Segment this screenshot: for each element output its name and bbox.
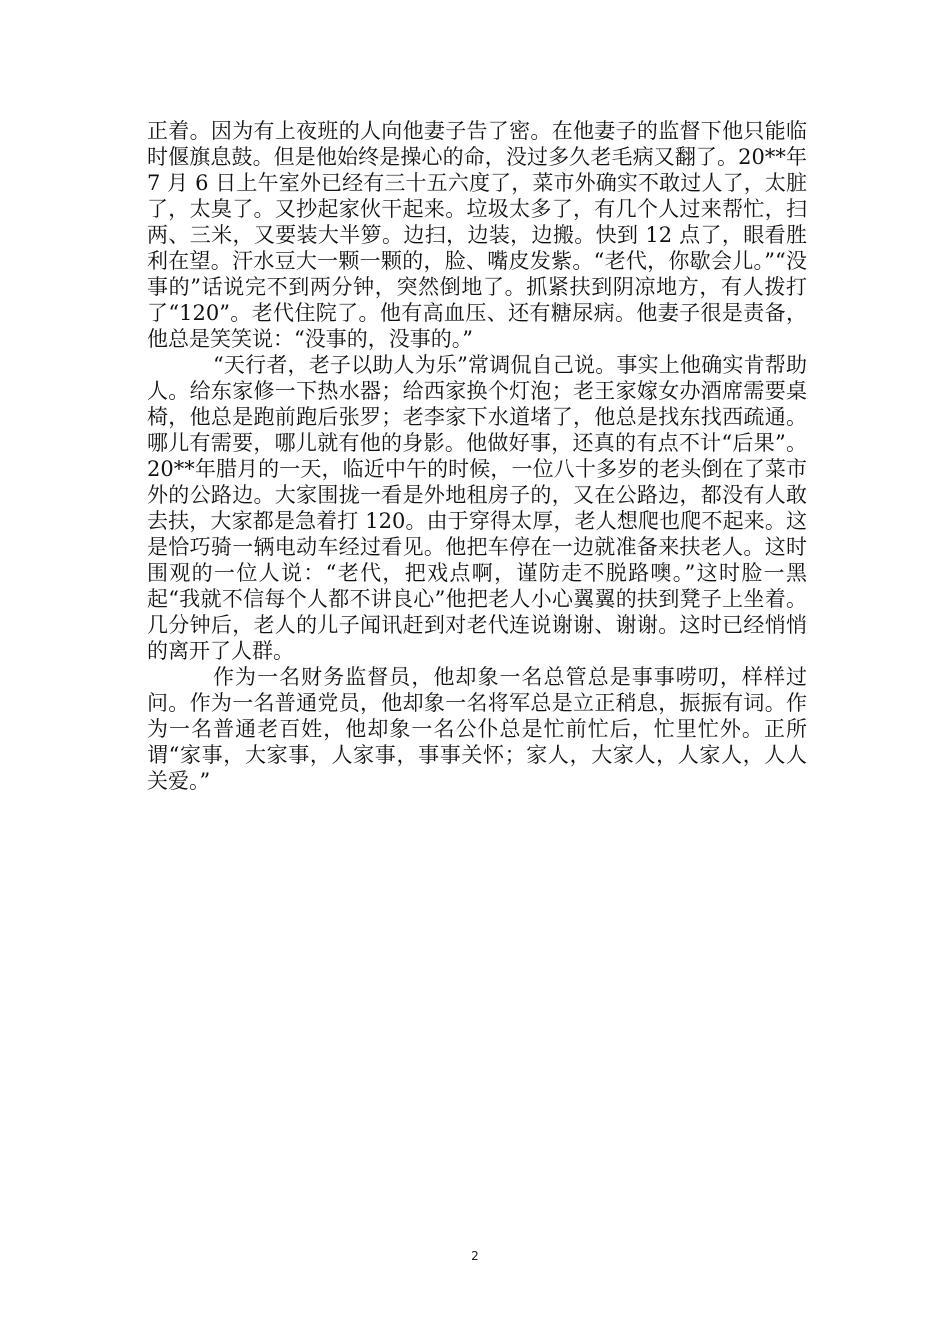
document-body xyxy=(147,118,807,794)
page-number: 2 xyxy=(471,1249,479,1263)
paragraph-1: 正着。因为有上夜班的人向他妻子告了密。在他妻子的监督下他只能临时偃旗息鼓。但是他始终是操心的命，没过多久老毛病又翻了。20**年 7 月 6 日上午室外已经有三十五六度了，菜市外确实不敢过人了，太脏了，太臭了。又抄起家伙干起来。垃圾太多了，有几个人过来帮忙，扫两、三米，又要装大半箩。边扫，边装，边搬。快到 12 点了，眼看胜利在望。汗水豆大一颗一颗的，脸、嘴皮发紫。“老代，你歇会儿。”“没事的”话说完不到两分钟，突然倒地了。抓紧扶到阴凉地方，有人拨打了“120”。老代住院了。他有高血压、还有糖尿病。他妻子很是责备，他总是笑笑说：“没事的，没事的。” xyxy=(147,119,807,351)
paragraph-3: 作为一名财务监督员，他却象一名总管总是事事唠叨，样样过问。作为一名普通党员，他却象一名将军总是立正稍息，振振有词。作为一名普通老百姓，他却象一名公仆总是忙前忙后，忙里忙外。正所谓“家事，大家事，人家事，事事关怀；家人，大家人，人家人，人人关爱。” xyxy=(147,665,807,793)
paragraph-2: “天行者，老子以助人为乐”常调侃自己说。事实上他确实肯帮助人。给东家修一下热水器；给西家换个灯泡；老王家嫁女办酒席需要桌椅，他总是跑前跑后张罗；老李家下水道堵了，他总是找东找西疏通。哪儿有需要，哪儿就有他的身影。他做好事，还真的有点不计“后果”。20**年腊月的一天，临近中午的时候，一位八十多岁的老头倒在了菜市外的公路边。大家围拢一看是外地租房子的，又在公路边，都没有人敢去扶，大家都是急着打 120。由于穿得太厚，老人想爬也爬不起来。这是恰巧骑一辆电动车经过看见。他把车停在一边就准备来扶老人。这时围观的一位人说：“老代，把戏点啊，谨防走不脱路噢。”这时脸一黑起“我就不信每个人都不讲良心”他把老人小心翼翼的扶到凳子上坐着。几分钟后，老人的儿子闻讯赶到对老代连说谢谢、谢谢。这时已经悄悄的离开了人群。 xyxy=(147,353,807,663)
